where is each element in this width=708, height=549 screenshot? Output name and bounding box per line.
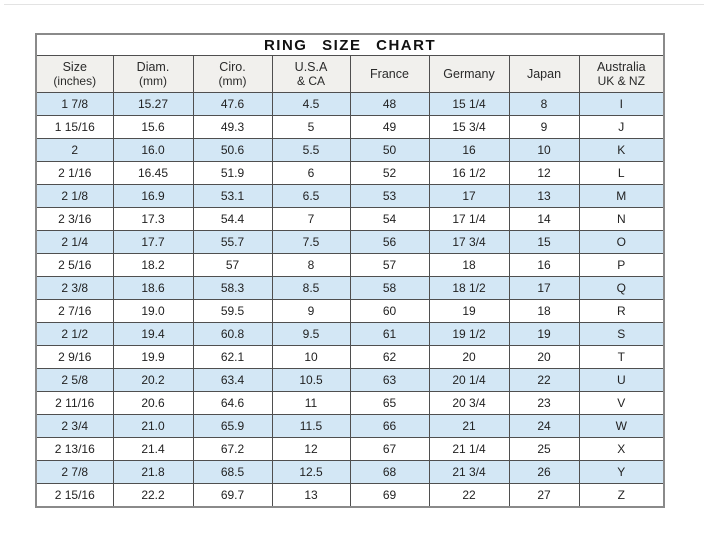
table-row: [36, 185, 664, 208]
table-cell: 2 3/16: [36, 208, 113, 231]
table-cell: 17 3/4: [429, 231, 509, 254]
table-cell: 12: [509, 162, 579, 185]
chart-title: RING SIZE CHART: [36, 34, 664, 56]
table-cell: 16.45: [113, 162, 193, 185]
table-cell: 54: [350, 208, 429, 231]
table-cell: 49.3: [193, 116, 272, 139]
table-cell: 19 1/2: [429, 323, 509, 346]
table-cell: X: [579, 438, 664, 461]
table-cell: 48: [350, 93, 429, 116]
table-cell: 56: [350, 231, 429, 254]
table-cell: 60: [350, 300, 429, 323]
table-cell: 2 9/16: [36, 346, 113, 369]
table-cell: 20 3/4: [429, 392, 509, 415]
table-cell: 21 3/4: [429, 461, 509, 484]
table-cell: 60.8: [193, 323, 272, 346]
table-cell: 2 3/4: [36, 415, 113, 438]
table-cell: 8: [509, 93, 579, 116]
table-cell: R: [579, 300, 664, 323]
table-cell: 68: [350, 461, 429, 484]
table-cell: 19: [429, 300, 509, 323]
table-cell: 14: [509, 208, 579, 231]
table-cell: 57: [350, 254, 429, 277]
table-cell: 11.5: [272, 415, 350, 438]
table-cell: 7.5: [272, 231, 350, 254]
table-row: [36, 116, 664, 139]
table-cell: 47.6: [193, 93, 272, 116]
column-header: Australia UK & NZ: [579, 56, 664, 93]
table-cell: 20 1/4: [429, 369, 509, 392]
table-cell: 9: [272, 300, 350, 323]
table-cell: 13: [272, 484, 350, 508]
table-cell: 55.7: [193, 231, 272, 254]
table-row: [36, 438, 664, 461]
table-cell: 19.4: [113, 323, 193, 346]
table-cell: W: [579, 415, 664, 438]
table-cell: 10.5: [272, 369, 350, 392]
table-cell: 5.5: [272, 139, 350, 162]
table-cell: J: [579, 116, 664, 139]
table-cell: 8.5: [272, 277, 350, 300]
table-cell: K: [579, 139, 664, 162]
table-cell: I: [579, 93, 664, 116]
table-cell: 16.9: [113, 185, 193, 208]
table-row: [36, 461, 664, 484]
column-header: Japan: [509, 56, 579, 93]
table-cell: 21.0: [113, 415, 193, 438]
table-row: [36, 323, 664, 346]
column-header: Ciro. (mm): [193, 56, 272, 93]
table-cell: 21.8: [113, 461, 193, 484]
table-row: [36, 208, 664, 231]
table-cell: 22: [509, 369, 579, 392]
ring-size-chart-table: [35, 33, 665, 508]
column-header: Size (inches): [36, 56, 113, 93]
table-cell: 20: [429, 346, 509, 369]
table-cell: 63.4: [193, 369, 272, 392]
table-cell: 2 7/16: [36, 300, 113, 323]
table-row: [36, 254, 664, 277]
table-cell: 51.9: [193, 162, 272, 185]
table-cell: 2 1/8: [36, 185, 113, 208]
table-cell: 16: [429, 139, 509, 162]
table-cell: Y: [579, 461, 664, 484]
table-cell: 19: [509, 323, 579, 346]
table-cell: 15 1/4: [429, 93, 509, 116]
table-cell: P: [579, 254, 664, 277]
table-cell: 25: [509, 438, 579, 461]
table-cell: 18 1/2: [429, 277, 509, 300]
table-cell: 8: [272, 254, 350, 277]
table-cell: 12: [272, 438, 350, 461]
table-cell: 17: [509, 277, 579, 300]
table-cell: 15.27: [113, 93, 193, 116]
table-cell: 16.0: [113, 139, 193, 162]
table-cell: O: [579, 231, 664, 254]
table-cell: 50: [350, 139, 429, 162]
table-cell: 21 1/4: [429, 438, 509, 461]
table-cell: 16 1/2: [429, 162, 509, 185]
column-header: U.S.A & CA: [272, 56, 350, 93]
table-cell: U: [579, 369, 664, 392]
table-row: [36, 415, 664, 438]
table-cell: 2 7/8: [36, 461, 113, 484]
table-cell: 5: [272, 116, 350, 139]
table-cell: 10: [509, 139, 579, 162]
table-row: [36, 369, 664, 392]
table-cell: 15.6: [113, 116, 193, 139]
table-row: [36, 346, 664, 369]
table-cell: 17.3: [113, 208, 193, 231]
table-cell: 10: [272, 346, 350, 369]
table-cell: 24: [509, 415, 579, 438]
table-cell: 2 11/16: [36, 392, 113, 415]
table-cell: 2 5/16: [36, 254, 113, 277]
table-row: [36, 392, 664, 415]
table-cell: 66: [350, 415, 429, 438]
table-cell: 22.2: [113, 484, 193, 508]
table-cell: Z: [579, 484, 664, 508]
table-cell: 21: [429, 415, 509, 438]
table-cell: 18.6: [113, 277, 193, 300]
table-cell: 2 1/16: [36, 162, 113, 185]
table-cell: 1 15/16: [36, 116, 113, 139]
table-cell: 21.4: [113, 438, 193, 461]
table-cell: 22: [429, 484, 509, 508]
table-cell: 62.1: [193, 346, 272, 369]
table-row: [36, 93, 664, 116]
table-cell: 62: [350, 346, 429, 369]
table-cell: 65.9: [193, 415, 272, 438]
table-cell: 59.5: [193, 300, 272, 323]
table-cell: 49: [350, 116, 429, 139]
table-cell: 4.5: [272, 93, 350, 116]
table-row: [36, 231, 664, 254]
table-cell: 18: [429, 254, 509, 277]
table-cell: 67.2: [193, 438, 272, 461]
table-cell: 67: [350, 438, 429, 461]
header-row: [36, 56, 664, 93]
table-cell: 7: [272, 208, 350, 231]
table-cell: 2 5/8: [36, 369, 113, 392]
column-header: Diam. (mm): [113, 56, 193, 93]
table-cell: T: [579, 346, 664, 369]
column-header: France: [350, 56, 429, 93]
table-cell: 18.2: [113, 254, 193, 277]
table-cell: 15: [509, 231, 579, 254]
table-cell: 2 15/16: [36, 484, 113, 508]
table-cell: 20.2: [113, 369, 193, 392]
table-cell: 20: [509, 346, 579, 369]
table-cell: 1 7/8: [36, 93, 113, 116]
table-cell: 58.3: [193, 277, 272, 300]
table-cell: L: [579, 162, 664, 185]
table-cell: 68.5: [193, 461, 272, 484]
table-cell: 17.7: [113, 231, 193, 254]
table-cell: 50.6: [193, 139, 272, 162]
table-cell: 63: [350, 369, 429, 392]
table-cell: 6: [272, 162, 350, 185]
table-row: [36, 277, 664, 300]
table-cell: 52: [350, 162, 429, 185]
table-cell: 2 1/2: [36, 323, 113, 346]
table-cell: 69.7: [193, 484, 272, 508]
table-cell: 9: [509, 116, 579, 139]
table-cell: 61: [350, 323, 429, 346]
table-cell: 69: [350, 484, 429, 508]
table-cell: 2 13/16: [36, 438, 113, 461]
table-cell: 19.0: [113, 300, 193, 323]
table-cell: 13: [509, 185, 579, 208]
table-cell: S: [579, 323, 664, 346]
table-cell: 16: [509, 254, 579, 277]
table-cell: 26: [509, 461, 579, 484]
table-cell: 53: [350, 185, 429, 208]
table-cell: 6.5: [272, 185, 350, 208]
table-cell: 18: [509, 300, 579, 323]
table-cell: 19.9: [113, 346, 193, 369]
table-cell: 2 3/8: [36, 277, 113, 300]
table-row: [36, 300, 664, 323]
page-top-rule: [4, 4, 704, 5]
table-cell: M: [579, 185, 664, 208]
table-cell: V: [579, 392, 664, 415]
table-cell: 65: [350, 392, 429, 415]
table-cell: 12.5: [272, 461, 350, 484]
table-cell: 20.6: [113, 392, 193, 415]
table-cell: 2: [36, 139, 113, 162]
table-cell: 2 1/4: [36, 231, 113, 254]
table-cell: 23: [509, 392, 579, 415]
table-cell: 27: [509, 484, 579, 508]
table-cell: 17 1/4: [429, 208, 509, 231]
table-cell: 9.5: [272, 323, 350, 346]
table-cell: 53.1: [193, 185, 272, 208]
table-cell: 58: [350, 277, 429, 300]
table-body: [36, 93, 664, 508]
table-row: [36, 484, 664, 508]
table-cell: 17: [429, 185, 509, 208]
table-cell: 11: [272, 392, 350, 415]
table-cell: 54.4: [193, 208, 272, 231]
table-cell: 64.6: [193, 392, 272, 415]
title-row: [36, 34, 664, 56]
table-row: [36, 162, 664, 185]
table-row: [36, 139, 664, 162]
column-header: Germany: [429, 56, 509, 93]
table-cell: 15 3/4: [429, 116, 509, 139]
table-cell: Q: [579, 277, 664, 300]
table-cell: 57: [193, 254, 272, 277]
table-cell: N: [579, 208, 664, 231]
